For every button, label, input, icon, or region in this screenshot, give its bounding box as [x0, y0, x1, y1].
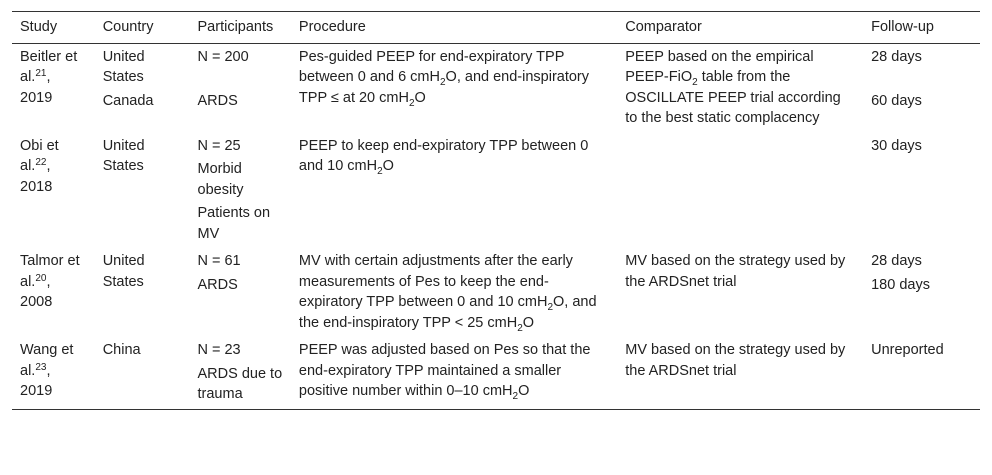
- comparator-cell: PEEP based on the empirical PEEP-FiO$_2$ table from the OSCILLATE PEEP trial according to the best static complacency: [625, 48, 841, 126]
- country-cell: United States: [102, 137, 145, 174]
- study-cell: Wang et al.$^{23}$, 2019: [12, 337, 95, 409]
- study-cell: Talmor et al.$^{20}$, 2008: [20, 253, 80, 310]
- header-study: Study: [12, 12, 95, 44]
- country-cell: United States: [102, 253, 145, 290]
- procedure-cell: MV with certain adjustments after the early measurements of Pes to keep the end-expiratory TPP between 0 and 10 cmH$_2$O, and the end-inspiratory TPP < 25 cmH$_2$O: [298, 253, 597, 334]
- comparator-cell: MV based on the strategy used by the ARDSnet trial: [617, 337, 863, 409]
- country-cell: China: [95, 337, 190, 409]
- followup-cell: 30 days: [871, 137, 922, 154]
- participants-cell: N = 61 ARDS: [197, 253, 241, 293]
- participants-cell: N = 25 Morbid obesity Patients on MV: [197, 137, 271, 242]
- study-cell: Beitler et al.$^{21}$, 2019: [20, 48, 78, 106]
- participants-cell: N = 23 ARDS due to trauma: [190, 337, 291, 409]
- table-header-row: [12, 12, 980, 44]
- studies-table: [12, 11, 980, 410]
- header-procedure: Procedure: [291, 12, 617, 44]
- header-followup: Follow-up: [863, 12, 980, 44]
- table-row: [12, 43, 980, 133]
- followup-cell: 28 days 180 days: [871, 253, 930, 293]
- procedure-cell: Pes-guided PEEP for end-expiratory TPP between 0 and 6 cmH$_2$O, and end-inspiratory TPP ≤ at 20 cmH$_2$O: [298, 48, 590, 109]
- comparator-cell: MV based on the strategy used by the ARDSnet trial: [625, 253, 846, 290]
- table-row: [12, 248, 980, 337]
- study-cell: Obi et al.$^{22}$, 2018: [20, 137, 59, 195]
- table-row: [12, 337, 980, 409]
- followup-cell: Unreported: [863, 337, 980, 409]
- header-participants: Participants: [190, 12, 291, 44]
- table-container: [12, 11, 980, 410]
- country-cell: United States Canada: [102, 48, 154, 109]
- followup-cell: 28 days 60 days: [871, 48, 922, 109]
- procedure-cell: PEEP was adjusted based on Pes so that the end-expiratory TPP maintained a smaller positive number within 0–10 cmH$_2$O: [291, 337, 617, 409]
- header-comparator: Comparator: [617, 12, 863, 44]
- comparator-cell: [617, 133, 863, 249]
- participants-cell: N = 200 ARDS: [197, 48, 249, 109]
- table-row: [12, 133, 980, 249]
- procedure-cell: PEEP to keep end-expiratory TPP between 0 and 10 cmH$_2$O: [298, 137, 589, 177]
- header-country: Country: [95, 12, 190, 44]
